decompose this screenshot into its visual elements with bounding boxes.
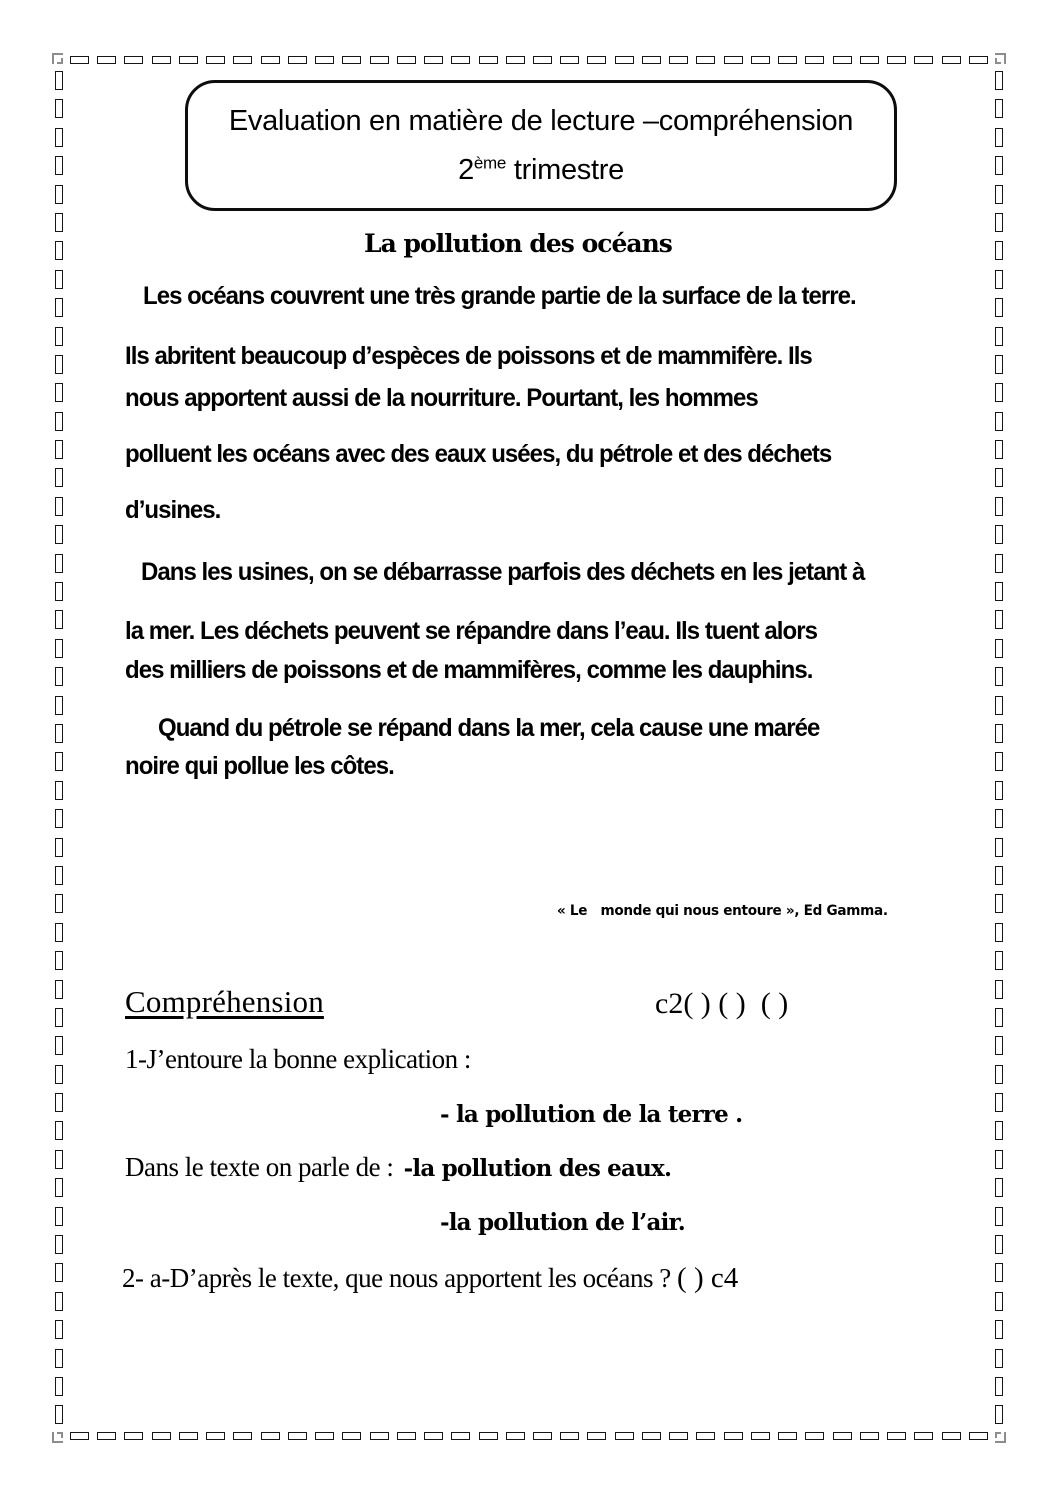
border-dash [696,1432,715,1440]
border-dash [55,440,63,459]
border-dash [995,1150,1003,1169]
question-2-line [122,1262,738,1295]
border-dash [342,1432,361,1440]
border-dash [995,1235,1003,1254]
border-dash [55,809,63,828]
evaluation-title: Evaluation en matière de lecture –compréhension [228,104,854,137]
border-dash [55,355,63,374]
border-dash [995,781,1003,800]
border-dash [55,128,63,147]
border-dash [969,56,988,64]
border-dash [724,56,743,64]
border-dash [995,980,1003,999]
border-dash [397,56,416,64]
border-dash [751,1432,770,1440]
body-line-10: noire qui pollue les côtes. [125,752,394,780]
border-dash [55,1235,63,1254]
border-dash [995,1349,1003,1368]
border-dash [995,696,1003,715]
border-dash [55,1121,63,1140]
option-pollution-air: -la pollution de l’air. [440,1209,685,1236]
border-dash [669,1432,688,1440]
border-dash [97,1432,116,1440]
body-line-7: la mer. Les déchets peuvent se répandre dans l’eau. Ils tuent alors [125,617,817,645]
border-dash [451,1432,470,1440]
border-dash [805,1432,824,1440]
border-dash [995,1263,1003,1282]
border-dash [55,752,63,771]
border-dash [995,468,1003,487]
border-dash [397,1432,416,1440]
border-dash [55,1377,63,1396]
question-2-score: ( ) c4 [677,1262,739,1294]
border-dash [288,56,307,64]
border-dash [533,1432,552,1440]
border-dash [55,1178,63,1197]
border-dash [152,1432,171,1440]
border-dash [995,156,1003,175]
border-dash [179,1432,198,1440]
border-dash [55,383,63,402]
border-dash [995,752,1003,771]
border-dash [995,525,1003,544]
border-dash [55,71,63,90]
border-dash [55,554,63,573]
border-dash [969,1432,988,1440]
border-dash [995,213,1003,232]
border-dash [233,56,252,64]
border-corner-bottom-right [995,1432,1006,1443]
border-dash [70,56,89,64]
border-dash [55,866,63,885]
trimester-ordinal-suffix: ème [473,152,507,172]
option-pollution-terre: - la pollution de la terre . [440,1101,743,1128]
border-dash [55,298,63,317]
border-dash [995,1178,1003,1197]
border-dash [995,497,1003,516]
comprehension-heading: Compréhension [125,984,324,1019]
border-dash [261,56,280,64]
border-dash [995,185,1003,204]
border-dash [778,1432,797,1440]
border-dash [55,667,63,686]
border-dash [942,1432,961,1440]
body-line-9: Quand du pétrole se répand dans la mer, cela cause une marée [158,714,820,742]
border-dash [995,241,1003,260]
border-dash [479,1432,498,1440]
border-dash [55,99,63,118]
body-line-2: Ils abritent beaucoup d’espèces de poissons et de mammifère. Ils [125,342,812,370]
border-dash [995,99,1003,118]
body-line-5: d’usines. [125,496,221,524]
border-dash [995,1405,1003,1424]
border-dash [55,327,63,346]
border-dash [206,1432,225,1440]
border-dash [55,412,63,431]
border-dash [805,56,824,64]
border-dash [97,56,116,64]
border-dash [995,71,1003,90]
border-dash [995,923,1003,942]
border-dash [55,781,63,800]
border-dash [995,412,1003,431]
border-dash [587,1432,606,1440]
border-dash [724,1432,743,1440]
border-dash [995,298,1003,317]
border-dash [70,1432,89,1440]
border-dash [995,866,1003,885]
option-pollution-eaux: -la pollution des eaux. [403,1155,672,1182]
border-dash [451,56,470,64]
border-dash [55,1150,63,1169]
border-dash [995,1292,1003,1311]
score-codes: c2( ) ( ) ( ) [655,987,789,1020]
border-dash [887,56,906,64]
border-dash [233,1432,252,1440]
border-dash [55,156,63,175]
border-dash [914,1432,933,1440]
border-dash [152,56,171,64]
border-corner-bottom-left [52,1432,63,1443]
border-dash [55,525,63,544]
trimester-number: 2 [458,153,474,186]
border-dash [995,554,1003,573]
border-dash [995,894,1003,913]
border-right-dashes [995,71,1003,1425]
border-dash [315,1432,334,1440]
border-dash [560,1432,579,1440]
border-dash [55,980,63,999]
border-dash [288,1432,307,1440]
border-dash [55,241,63,260]
trimester-subtitle [458,154,624,187]
border-dash [55,468,63,487]
border-dash [995,270,1003,289]
border-dash [533,56,552,64]
body-line-8: des milliers de poissons et de mammifères, comme les dauphins. [125,656,813,684]
border-dash [55,923,63,942]
border-dash [860,1432,879,1440]
border-dash [995,355,1003,374]
border-dash [370,1432,389,1440]
body-line-4: polluent les océans avec des eaux usées, du pétrole et des déchets [125,440,832,468]
question-1-prompt-line [125,1152,671,1183]
border-dash [995,639,1003,658]
border-dash [179,56,198,64]
border-dash [55,724,63,743]
border-dash [370,56,389,64]
title-box [185,80,897,211]
border-dash [642,1432,661,1440]
border-dash [55,696,63,715]
border-dash [887,1432,906,1440]
border-left-dashes [55,71,63,1425]
question-1: 1-J’entoure la bonne explication : [125,1044,471,1074]
border-dash [124,1432,143,1440]
border-dash [424,1432,443,1440]
border-dash [55,270,63,289]
border-top-dashes [70,56,988,64]
border-dash [55,497,63,516]
border-dash [55,1405,63,1424]
border-dash [55,1320,63,1339]
border-dash [669,56,688,64]
border-dash [696,56,715,64]
border-dash [995,1093,1003,1112]
border-dash [55,582,63,601]
border-corner-top-right [995,53,1006,64]
border-dash [55,213,63,232]
border-dash [55,1207,63,1226]
body-line-3: nous apportent aussi de la nourriture. Pourtant, les hommes [125,384,758,412]
border-dash [55,639,63,658]
border-dash [55,1349,63,1368]
border-dash [479,56,498,64]
border-bottom-dashes [70,1432,988,1440]
border-dash [55,838,63,857]
border-dash [995,1121,1003,1140]
border-dash [995,1008,1003,1027]
border-dash [995,1377,1003,1396]
border-dash [506,56,525,64]
border-dash [995,838,1003,857]
border-dash [55,951,63,970]
source-credit: « Le monde qui nous entoure », Ed Gamma. [557,903,888,919]
border-dash [995,128,1003,147]
border-dash [860,56,879,64]
border-dash [615,56,634,64]
border-dash [55,1093,63,1112]
border-dash [55,185,63,204]
border-dash [55,1008,63,1027]
border-dash [995,951,1003,970]
border-dash [560,56,579,64]
border-dash [995,667,1003,686]
reading-text-title: La pollution des océans [364,229,672,258]
border-dash [55,1036,63,1055]
border-dash [55,894,63,913]
trimester-word: trimestre [506,153,624,186]
border-dash [995,1065,1003,1084]
border-dash [995,440,1003,459]
border-dash [833,56,852,64]
border-corner-top-left [52,53,63,64]
border-dash [995,610,1003,629]
border-dash [261,1432,280,1440]
border-dash [942,56,961,64]
border-dash [995,582,1003,601]
border-dash [124,56,143,64]
body-line-1: Les océans couvrent une très grande partie de la surface de la terre. [143,282,856,310]
border-dash [506,1432,525,1440]
border-dash [424,56,443,64]
border-dash [587,56,606,64]
border-dash [995,327,1003,346]
border-dash [995,1207,1003,1226]
border-dash [995,724,1003,743]
question-2: 2- a-D’après le texte, que nous apportent les océans ? [122,1263,678,1293]
border-dash [995,383,1003,402]
question-1-prompt: Dans le texte on parle de : [125,1152,400,1182]
body-line-6: Dans les usines, on se débarrasse parfois des déchets en les jetant à [141,558,865,586]
border-dash [751,56,770,64]
border-dash [206,56,225,64]
border-dash [995,1320,1003,1339]
border-dash [914,56,933,64]
border-dash [55,1065,63,1084]
border-dash [778,56,797,64]
border-dash [55,1263,63,1282]
border-dash [55,1292,63,1311]
border-dash [342,56,361,64]
border-dash [642,56,661,64]
border-dash [55,610,63,629]
border-dash [615,1432,634,1440]
border-dash [833,1432,852,1440]
border-dash [315,56,334,64]
border-dash [995,1036,1003,1055]
border-dash [995,809,1003,828]
